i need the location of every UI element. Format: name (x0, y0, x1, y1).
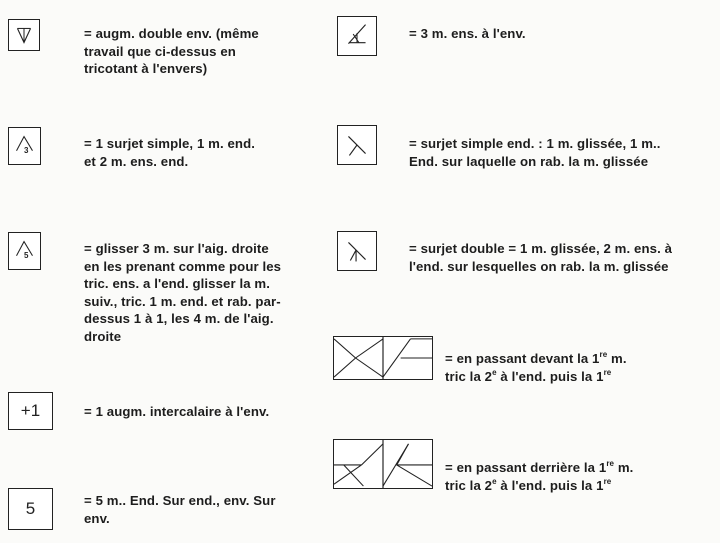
badge-5: 5 (24, 251, 29, 260)
five-label: 5 (25, 499, 36, 518)
cinq-mailles-text: = 5 m.. End. Sur end., env. Sur env. (84, 493, 276, 526)
croise-devant-text (445, 350, 705, 385)
surjet-double-text: = surjet double = 1 m. glissée, 2 m. ens. à l'end. sur lesquelles on rab. la m. glissée (409, 241, 673, 274)
cable-cross-front-icon (334, 337, 432, 379)
three-together-purl-icon (338, 17, 376, 55)
plus-one-label: +1 (20, 401, 41, 420)
croise-derriere-symbol (333, 439, 433, 489)
surjet-simple-end-text: = surjet simple end. : 1 m. glissée, 1 m.. End. sur laquelle on rab. la m. glissée (409, 136, 661, 169)
augm-double-env-text: = augm. double env. (même travail que ci-dessus en tricotant à l'envers) (84, 26, 259, 76)
croise-devant-line1: = en passant devant la 1re m. (445, 350, 627, 366)
augm-double-env-symbol (8, 19, 40, 51)
surjet-simple-3-text: = 1 surjet simple, 1 m. end. et 2 m. ens. end. (84, 136, 256, 169)
croise-derriere-text (445, 459, 705, 494)
glisser-3-5-text: = glisser 3 m. sur l'aig. droite en les prenant comme pour les tric. ens. a l'end. glisser la m. suiv., tric. 1 m. end. et rab. par- dessus 1 à 1, les 4 m. de l'aig. droite (84, 241, 282, 344)
badge-3: 3 (24, 146, 29, 155)
croise-derriere-line1: = en passant derrière la 1re m. (445, 459, 634, 475)
croise-devant-line2: tric la 2e à l'end. puis la 1re (445, 367, 612, 384)
surjet-simple-end-symbol (337, 125, 377, 165)
trois-ens-env-text: = 3 m. ens. à l'env. (409, 26, 526, 41)
surjet-double-symbol (337, 231, 377, 271)
surjet-simple-3-symbol (8, 127, 41, 165)
glisser-3-5-symbol (8, 232, 41, 270)
cable-cross-back-icon (334, 440, 432, 488)
croise-derriere-line2: tric la 2e à l'end. puis la 1re (445, 476, 612, 493)
inverted-triangle-icon (9, 20, 39, 50)
left-decrease-icon (338, 126, 376, 164)
augm-intercalaire-text: = 1 augm. intercalaire à l'env. (84, 404, 270, 419)
augm-intercalaire-symbol (8, 392, 53, 430)
double-decrease-icon (338, 232, 376, 270)
cinq-mailles-symbol (8, 488, 53, 530)
trois-ens-env-symbol (337, 16, 377, 56)
croise-devant-symbol (333, 336, 433, 380)
